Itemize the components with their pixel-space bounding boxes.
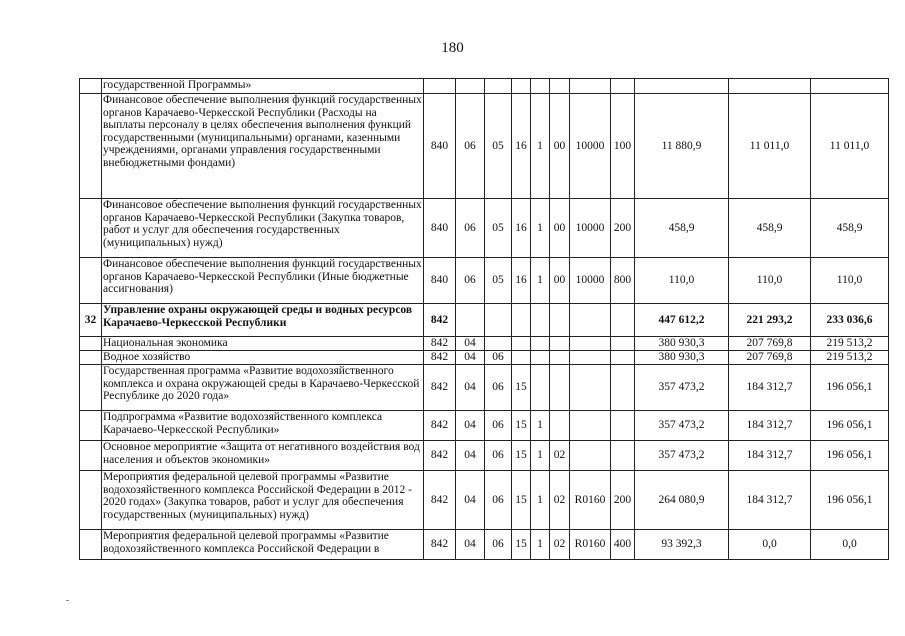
code-vr: 200 bbox=[611, 471, 635, 530]
amount-year-2: 184 312,7 bbox=[729, 365, 811, 411]
amount-year-3: 196 056,1 bbox=[811, 471, 889, 530]
code-cs4: 10000 bbox=[570, 258, 611, 304]
amount-year-1: 380 930,3 bbox=[635, 337, 729, 351]
code-gl bbox=[424, 79, 456, 94]
amount-year-3: 458,9 bbox=[811, 199, 889, 258]
amount-year-2: 207 769,8 bbox=[729, 337, 811, 351]
code-cs3: 00 bbox=[550, 199, 570, 258]
table-row bbox=[80, 337, 889, 351]
code-vr bbox=[611, 304, 635, 337]
code-cs3 bbox=[550, 304, 570, 337]
row-number bbox=[80, 79, 102, 94]
code-cs2: 1 bbox=[531, 199, 550, 258]
code-cs2: 1 bbox=[531, 258, 550, 304]
code-rz: 04 bbox=[456, 411, 485, 441]
code-pr: 06 bbox=[485, 351, 512, 365]
code-cs1 bbox=[512, 304, 531, 337]
code-rz: 06 bbox=[456, 258, 485, 304]
amount-year-1: 357 473,2 bbox=[635, 441, 729, 471]
row-description: Водное хозяйство bbox=[102, 351, 424, 365]
code-pr bbox=[485, 79, 512, 94]
code-pr: 05 bbox=[485, 94, 512, 199]
code-cs1: 16 bbox=[512, 199, 531, 258]
amount-year-2: 207 769,8 bbox=[729, 351, 811, 365]
amount-year-2 bbox=[729, 79, 811, 94]
amount-year-3: 196 056,1 bbox=[811, 411, 889, 441]
amount-year-1: 447 612,2 bbox=[635, 304, 729, 337]
code-rz: 04 bbox=[456, 471, 485, 530]
row-number bbox=[80, 471, 102, 530]
scan-speck bbox=[66, 600, 69, 601]
amount-year-2: 184 312,7 bbox=[729, 411, 811, 441]
code-cs3 bbox=[550, 365, 570, 411]
code-vr bbox=[611, 441, 635, 471]
row-description: Национальная экономика bbox=[102, 337, 424, 351]
amount-year-1: 264 080,9 bbox=[635, 471, 729, 530]
amount-year-2: 184 312,7 bbox=[729, 441, 811, 471]
code-rz: 04 bbox=[456, 441, 485, 471]
code-pr: 06 bbox=[485, 471, 512, 530]
code-cs4: 10000 bbox=[570, 94, 611, 199]
amount-year-2: 110,0 bbox=[729, 258, 811, 304]
code-cs2: 1 bbox=[531, 411, 550, 441]
table-row bbox=[80, 304, 889, 337]
code-cs2 bbox=[531, 79, 550, 94]
table-row bbox=[80, 258, 889, 304]
code-rz bbox=[456, 79, 485, 94]
code-cs4 bbox=[570, 337, 611, 351]
row-number bbox=[80, 351, 102, 365]
amount-year-3: 219 513,2 bbox=[811, 337, 889, 351]
amount-year-3: 196 056,1 bbox=[811, 365, 889, 411]
table-row bbox=[80, 365, 889, 411]
code-vr: 800 bbox=[611, 258, 635, 304]
code-rz: 06 bbox=[456, 199, 485, 258]
code-gl: 840 bbox=[424, 258, 456, 304]
code-gl: 842 bbox=[424, 471, 456, 530]
code-vr bbox=[611, 411, 635, 441]
amount-year-1: 458,9 bbox=[635, 199, 729, 258]
row-number bbox=[80, 411, 102, 441]
table-row bbox=[80, 471, 889, 530]
table-row bbox=[80, 351, 889, 365]
code-cs3 bbox=[550, 79, 570, 94]
row-description: Основное мероприятие «Защита от негативного воздействия вод населения и объектов экономики» bbox=[102, 441, 424, 471]
code-cs4 bbox=[570, 351, 611, 365]
amount-year-2: 0,0 bbox=[729, 530, 811, 560]
row-description: Мероприятия федеральной целевой программы «Развитие водохозяйственного комплекса Российской Федерации в bbox=[102, 530, 424, 560]
code-cs1: 16 bbox=[512, 258, 531, 304]
amount-year-3: 219 513,2 bbox=[811, 351, 889, 365]
code-cs1: 15 bbox=[512, 441, 531, 471]
amount-year-1: 357 473,2 bbox=[635, 365, 729, 411]
code-cs3: 02 bbox=[550, 441, 570, 471]
row-number bbox=[80, 337, 102, 351]
amount-year-3: 196 056,1 bbox=[811, 441, 889, 471]
amount-year-2: 11 011,0 bbox=[729, 94, 811, 199]
code-gl: 840 bbox=[424, 199, 456, 258]
code-pr: 06 bbox=[485, 441, 512, 471]
amount-year-2: 221 293,2 bbox=[729, 304, 811, 337]
code-cs4: R0160 bbox=[570, 471, 611, 530]
code-pr bbox=[485, 337, 512, 351]
code-cs4 bbox=[570, 79, 611, 94]
code-cs2: 1 bbox=[531, 94, 550, 199]
amount-year-1: 11 880,9 bbox=[635, 94, 729, 199]
code-gl: 842 bbox=[424, 351, 456, 365]
amount-year-3: 0,0 bbox=[811, 530, 889, 560]
code-cs3 bbox=[550, 337, 570, 351]
row-description: Финансовое обеспечение выполнения функций государственных органов Карачаево-Черкесской Республики (Расходы на выплаты персоналу в целях обеспечения выполнения функций государственными (муниципальными) органами, казенными учреждениями, органами управления государственными внебюджетными фондами) bbox=[102, 94, 424, 199]
code-pr bbox=[485, 304, 512, 337]
row-description: Управление охраны окружающей среды и водных ресурсов Карачаево-Черкесской Республики bbox=[102, 304, 424, 337]
code-rz: 04 bbox=[456, 351, 485, 365]
code-cs4: R0160 bbox=[570, 530, 611, 560]
code-cs3: 02 bbox=[550, 530, 570, 560]
amount-year-1: 357 473,2 bbox=[635, 411, 729, 441]
code-cs4 bbox=[570, 365, 611, 411]
code-cs1: 15 bbox=[512, 530, 531, 560]
code-cs3 bbox=[550, 351, 570, 365]
code-cs2 bbox=[531, 365, 550, 411]
code-vr bbox=[611, 337, 635, 351]
code-vr bbox=[611, 351, 635, 365]
code-cs1 bbox=[512, 337, 531, 351]
code-cs2: 1 bbox=[531, 471, 550, 530]
amount-year-3: 233 036,6 bbox=[811, 304, 889, 337]
code-gl: 842 bbox=[424, 304, 456, 337]
code-gl: 842 bbox=[424, 530, 456, 560]
table-row bbox=[80, 94, 889, 199]
code-pr: 05 bbox=[485, 258, 512, 304]
code-pr: 06 bbox=[485, 365, 512, 411]
row-description: Финансовое обеспечение выполнения функций государственных органов Карачаево-Черкесской Республики (Иные бюджетные ассигнования) bbox=[102, 258, 424, 304]
amount-year-3: 110,0 bbox=[811, 258, 889, 304]
code-cs3: 00 bbox=[550, 258, 570, 304]
row-description: Финансовое обеспечение выполнения функций государственных органов Карачаево-Черкесской Республики (Закупка товаров, работ и услуг для обеспечения государственных (муниципальных) нужд) bbox=[102, 199, 424, 258]
code-cs3: 00 bbox=[550, 94, 570, 199]
code-gl: 842 bbox=[424, 337, 456, 351]
amount-year-2: 458,9 bbox=[729, 199, 811, 258]
amount-year-1: 93 392,3 bbox=[635, 530, 729, 560]
code-gl: 842 bbox=[424, 411, 456, 441]
code-cs1: 16 bbox=[512, 94, 531, 199]
code-gl: 842 bbox=[424, 441, 456, 471]
code-cs1 bbox=[512, 79, 531, 94]
table-row bbox=[80, 79, 889, 94]
amount-year-1: 110,0 bbox=[635, 258, 729, 304]
code-cs2 bbox=[531, 304, 550, 337]
code-cs4: 10000 bbox=[570, 199, 611, 258]
code-cs4 bbox=[570, 441, 611, 471]
code-cs2 bbox=[531, 351, 550, 365]
table-row bbox=[80, 411, 889, 441]
row-description: Подпрограмма «Развитие водохозяйственного комплекса Карачаево-Черкесской Республики» bbox=[102, 411, 424, 441]
amount-year-2: 184 312,7 bbox=[729, 471, 811, 530]
code-rz: 04 bbox=[456, 530, 485, 560]
code-vr: 100 bbox=[611, 94, 635, 199]
code-cs3: 02 bbox=[550, 471, 570, 530]
code-cs1: 15 bbox=[512, 365, 531, 411]
code-cs3 bbox=[550, 411, 570, 441]
amount-year-1: 380 930,3 bbox=[635, 351, 729, 365]
row-number bbox=[80, 199, 102, 258]
code-cs1 bbox=[512, 351, 531, 365]
code-cs1: 15 bbox=[512, 471, 531, 530]
table-row bbox=[80, 441, 889, 471]
amount-year-3: 11 011,0 bbox=[811, 94, 889, 199]
row-description: Мероприятия федеральной целевой программы «Развитие водохозяйственного комплекса Российской Федерации в 2012 - 2020 годах» (Закупка товаров, работ и услуг для обеспечения государственных (муниципальных) нужд) bbox=[102, 471, 424, 530]
row-description: государственной Программы» bbox=[102, 79, 424, 94]
code-gl: 842 bbox=[424, 365, 456, 411]
code-cs2 bbox=[531, 337, 550, 351]
code-rz: 06 bbox=[456, 94, 485, 199]
row-number bbox=[80, 365, 102, 411]
row-number bbox=[80, 258, 102, 304]
table-row bbox=[80, 199, 889, 258]
row-number bbox=[80, 441, 102, 471]
code-pr: 06 bbox=[485, 411, 512, 441]
table-row bbox=[80, 530, 889, 560]
row-number bbox=[80, 530, 102, 560]
row-description: Государственная программа «Развитие водохозяйственного комплекса и охрана окружающей среды в Карачаево-Черкесской Республике до 2020 года» bbox=[102, 365, 424, 411]
page-number: 180 bbox=[441, 40, 464, 56]
amount-year-3 bbox=[811, 79, 889, 94]
code-rz bbox=[456, 304, 485, 337]
row-number bbox=[80, 94, 102, 199]
code-cs2: 1 bbox=[531, 530, 550, 560]
code-cs4 bbox=[570, 411, 611, 441]
code-pr: 05 bbox=[485, 199, 512, 258]
amount-year-1 bbox=[635, 79, 729, 94]
code-vr bbox=[611, 79, 635, 94]
code-vr: 400 bbox=[611, 530, 635, 560]
row-number: 32 bbox=[80, 304, 102, 337]
budget-table bbox=[79, 78, 889, 560]
code-cs4 bbox=[570, 304, 611, 337]
code-gl: 840 bbox=[424, 94, 456, 199]
code-rz: 04 bbox=[456, 365, 485, 411]
code-cs2: 1 bbox=[531, 441, 550, 471]
code-cs1: 15 bbox=[512, 411, 531, 441]
code-pr: 06 bbox=[485, 530, 512, 560]
code-vr: 200 bbox=[611, 199, 635, 258]
code-vr bbox=[611, 365, 635, 411]
code-rz: 04 bbox=[456, 337, 485, 351]
